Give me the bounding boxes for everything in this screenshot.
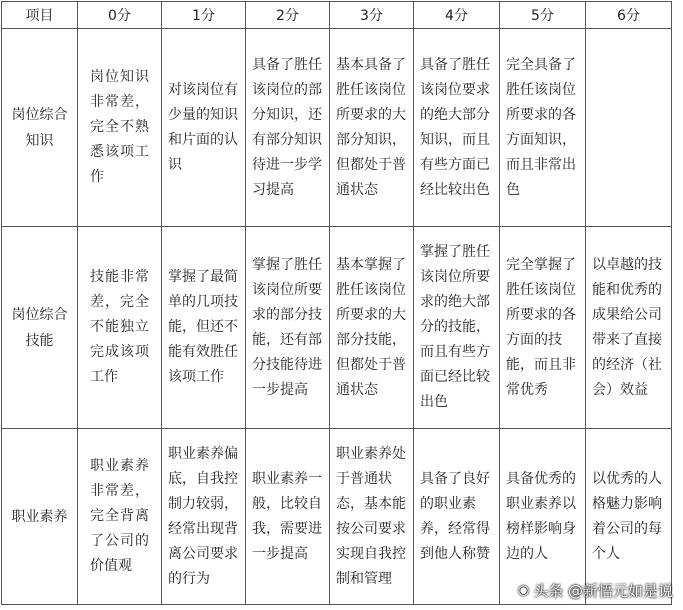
- table-cell: 职业素养偏底，自我控制力较弱，经常出现背离公司要求的行为: [162, 429, 246, 605]
- table-cell: 职业素养一般，比较自我，需要进一步提高: [246, 429, 330, 605]
- header-item: 项目: [2, 2, 78, 29]
- table-cell: 以优秀的人格魅力影响着公司的每个人: [586, 429, 672, 605]
- table-cell: 完全具备了胜任该岗位所要求的各方面知识，而且非常出色: [500, 29, 586, 227]
- header-score-0: 0分: [78, 2, 162, 29]
- row-item-label: 岗位综合知识: [2, 29, 78, 227]
- table-cell: 具备了良好的职业素养，经常得到他人称赞: [414, 429, 500, 605]
- table-cell: 职业素养非常差，完全背离了公司的价值观: [78, 429, 162, 605]
- header-score-3: 3分: [330, 2, 414, 29]
- table-cell: 基本掌握了胜任该岗位所要求的大部分技能，但都处于普通状态: [330, 227, 414, 429]
- row-item-label: 岗位综合技能: [2, 227, 78, 429]
- table-cell: [586, 29, 672, 227]
- table-cell: 技能非常差，完全不能独立完成该项工作: [78, 227, 162, 429]
- watermark-text: 头条 @新悟元如是说: [533, 582, 673, 600]
- table-cell: 对该岗位有少量的知识和片面的认识: [162, 29, 246, 227]
- header-score-4: 4分: [414, 2, 500, 29]
- table-cell: 以卓越的技能和优秀的成果给公司带来了直接的经济（社会）效益: [586, 227, 672, 429]
- table-cell: 基本具备了胜任该岗位所要求的大部分知识，但都处于普通状态: [330, 29, 414, 227]
- watermark: [518, 580, 673, 601]
- table-cell: 具备优秀的职业素养以榜样影响身边的人: [500, 429, 586, 605]
- table-cell: 具备了胜任该岗位的部分知识，还有部分知识待进一步学习提高: [246, 29, 330, 227]
- header-score-2: 2分: [246, 2, 330, 29]
- table-cell: 岗位知识非常差，完全不熟悉该项工作: [78, 29, 162, 227]
- camera-icon: ◉: [517, 583, 530, 598]
- table-cell: 完全掌握了胜任该岗位所要求的各方面的技能，而且非常优秀: [500, 227, 586, 429]
- header-row: [2, 2, 672, 29]
- scoring-table: [1, 1, 672, 605]
- table-cell: 具备了胜任该岗位要求的绝大部分知识，而且有些方面已经比较出色: [414, 29, 500, 227]
- table-cell: 掌握了最简单的几项技能，但还不能有效胜任该项工作: [162, 227, 246, 429]
- table-cell: 掌握了胜任该岗位所要求的绝大部分的技能，而且有些方面已经比较出色: [414, 227, 500, 429]
- table-row: [2, 227, 672, 429]
- row-item-label: 职业素养: [2, 429, 78, 605]
- table-cell: 掌握了胜任该岗位所要求的部分技能，还有部分技能待进一步提高: [246, 227, 330, 429]
- header-score-6: 6分: [586, 2, 672, 29]
- table-row: [2, 29, 672, 227]
- header-score-1: 1分: [162, 2, 246, 29]
- header-score-5: 5分: [500, 2, 586, 29]
- table-cell: 职业素养处于普通状态，基本能按公司要求实现自我控制和管理: [330, 429, 414, 605]
- table-row: [2, 429, 672, 605]
